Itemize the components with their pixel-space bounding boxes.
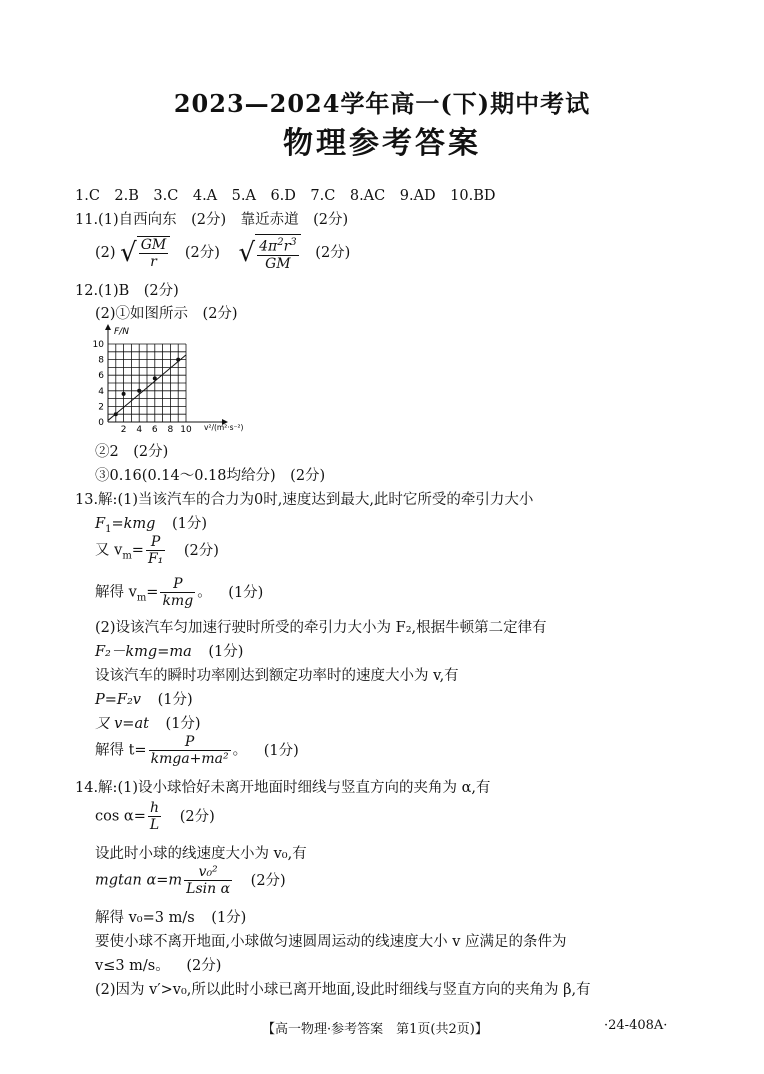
q11-part2-label: (2) xyxy=(95,244,116,261)
q11-part2 xyxy=(95,234,350,272)
sup: 2 xyxy=(277,237,284,248)
y-tick-label: 8 xyxy=(98,355,104,366)
q12-part2: (2)①如图所示 (2分) xyxy=(95,306,238,322)
x-axis-label: v²/(m²·s⁻²) xyxy=(204,423,244,432)
q13-line8 xyxy=(95,688,193,709)
sqrt-period-formula: √ $\frac{4\pi^2r^3}{GM}$ xyxy=(239,234,301,272)
q13-line3 xyxy=(95,534,219,567)
frac-num: v₀² xyxy=(184,864,232,881)
q12-part2-answer: ②2 (2分) xyxy=(95,444,169,460)
score: (2分) xyxy=(315,244,351,261)
q14-line3: 设此时小球的线速度大小为 v₀,有 xyxy=(95,846,307,862)
y-tick-label: 6 xyxy=(98,371,104,382)
q11-part1: 11.(1)自西向东 (2分) 靠近赤道 (2分) xyxy=(75,212,349,228)
data-point xyxy=(153,376,157,380)
punct: 。 xyxy=(197,584,212,601)
q13-line2 xyxy=(95,512,207,535)
q14-line7 xyxy=(95,954,221,975)
expr: mgtan α=m xyxy=(95,872,183,889)
q13-line9 xyxy=(95,712,201,733)
score: (1分) xyxy=(208,644,244,660)
x-tick-label: 6 xyxy=(151,425,158,435)
q13-line6 xyxy=(95,640,243,661)
frac-den: F₁ xyxy=(147,551,164,567)
sub: m xyxy=(136,592,147,604)
frac-num: h xyxy=(148,800,161,817)
frac-den: kmg xyxy=(162,593,194,609)
x-tick-label: 10 xyxy=(180,425,192,435)
frac-num: P xyxy=(160,576,195,593)
q14-line1: 14.解:(1)设小球恰好未离开地面时细线与竖直方向的夹角为 α,有 xyxy=(75,780,491,796)
q13-line7: 设该汽车的瞬时功率刚达到额定功率时的速度大小为 v,有 xyxy=(95,668,459,684)
frac-den: GM xyxy=(265,255,291,272)
score: (2分) xyxy=(184,244,220,261)
footer-code: ·24-408A· xyxy=(604,1018,668,1033)
score: (1分) xyxy=(211,910,247,926)
exam-title: 2023—2024学年高一(下)期中考试 xyxy=(173,89,591,118)
force-velocity-chart xyxy=(82,322,272,437)
sub: 1 xyxy=(105,523,112,535)
frac-den: L xyxy=(149,817,160,833)
q1-10-answers: 1.C 2.B 3.C 4.A 5.A 6.D 7.C 8.AC 9.AD 10.BD xyxy=(75,188,496,204)
frac-den: Lsin α xyxy=(186,881,231,897)
answer-key-title: 物理参考答案 xyxy=(283,126,481,161)
q13-line5: (2)设该汽车匀加速行驶时所受的牵引力大小为 F₂,根据牛顿第二定律有 xyxy=(95,620,547,636)
score: (1分) xyxy=(157,692,193,708)
q13-line1: 13.解:(1)当该汽车的合力为0时,速度达到最大,此时它所受的牵引力大小 xyxy=(75,492,534,508)
data-point xyxy=(122,392,126,396)
punct: 。 xyxy=(232,742,248,759)
y-axis-label: F/N xyxy=(114,327,129,337)
expr: cos α= xyxy=(95,808,146,825)
score: (2分) xyxy=(179,808,215,825)
score: (1分) xyxy=(263,742,299,759)
footer-page-info: 【高一物理·参考答案 第1页(共2页)】 xyxy=(262,1022,488,1037)
expr: 又 v=at xyxy=(95,716,149,732)
frac-num: P xyxy=(149,734,231,751)
expr: F₂－kmg=ma xyxy=(95,644,192,660)
frac-num: GM xyxy=(140,236,167,253)
eq: = xyxy=(146,584,159,601)
y-tick-label: 10 xyxy=(92,340,104,350)
q14-line2 xyxy=(95,800,215,833)
q13-line10 xyxy=(95,734,299,767)
frac-num: P xyxy=(146,534,165,551)
q14-line5 xyxy=(95,906,246,927)
expr: 解得 t= xyxy=(95,742,147,759)
frac-num-r: r xyxy=(283,238,291,255)
q13-line4 xyxy=(95,576,263,609)
eq: = xyxy=(131,542,144,559)
frac-den: kmga+ma² xyxy=(150,751,229,767)
q12-part1: 12.(1)B (2分) xyxy=(75,283,179,299)
score: (1分) xyxy=(165,716,201,732)
score: (1分) xyxy=(172,516,208,532)
frac-den: r xyxy=(150,253,157,270)
y-tick-label: 0 xyxy=(98,418,104,428)
y-axis-arrow xyxy=(105,324,111,330)
data-point xyxy=(137,389,141,393)
var: F xyxy=(95,516,106,532)
q12-part3-answer: ③0.16(0.14～0.18均给分) (2分) xyxy=(95,468,326,484)
expr: =kmg xyxy=(111,516,156,532)
expr: v≤3 m/s。 xyxy=(95,958,170,974)
score: (1分) xyxy=(228,584,264,601)
x-tick-label: 2 xyxy=(120,425,127,435)
sup: 3 xyxy=(290,237,297,248)
q14-line8: (2)因为 v′>v₀,所以此时小球已离开地面,设此时细线与竖直方向的夹角为 β,有 xyxy=(95,982,591,998)
expr: 又 v xyxy=(95,542,123,559)
frac-num: 4π xyxy=(259,238,278,255)
expr: P=F₂v xyxy=(95,692,141,708)
sqrt-gm-over-r: √ $\frac{GM}{r}$ xyxy=(120,236,170,270)
data-point xyxy=(114,412,118,416)
expr: 解得 v xyxy=(95,584,137,601)
x-tick-label: 8 xyxy=(167,425,174,435)
q14-line4 xyxy=(95,864,286,897)
score: (2分) xyxy=(186,958,222,974)
score: (2分) xyxy=(250,872,286,889)
sub: m xyxy=(122,550,132,562)
x-tick-label: 4 xyxy=(136,425,143,435)
q14-line6: 要使小球不离开地面,小球做匀速圆周运动的线速度大小 v 应满足的条件为 xyxy=(95,934,567,950)
y-tick-label: 4 xyxy=(98,386,104,397)
score: (2分) xyxy=(183,542,219,559)
data-point xyxy=(176,358,180,362)
expr: 解得 v₀=3 m/s xyxy=(95,910,195,926)
y-tick-label: 2 xyxy=(98,402,104,413)
